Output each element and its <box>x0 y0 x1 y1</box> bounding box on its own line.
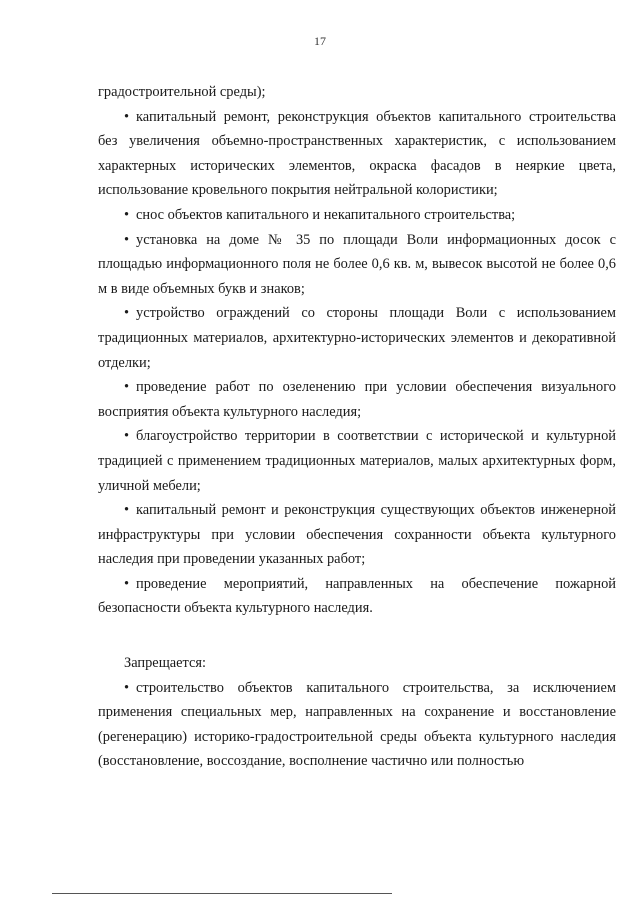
bullet-icon: • <box>124 428 130 445</box>
list-item-text: проведение мероприятий, направленных на обеспечение пожарной безопасности объекта культурного наследия. <box>98 575 616 617</box>
bullet-icon: • <box>124 379 130 396</box>
bullet-icon: • <box>124 108 130 125</box>
page-number: 17 <box>314 34 326 48</box>
list-item-text: благоустройство территории в соответствии с исторической и культурной традицией с применением традиционных материалов, малых архитектурных форм, уличной мебели; <box>98 428 616 494</box>
bullet-icon: • <box>124 305 130 322</box>
bullet-icon: • <box>124 231 130 248</box>
allowed-list <box>98 105 616 621</box>
list-item-text: капитальный ремонт и реконструкция существующих объектов инженерной инфраструктуры при условии обеспечения сохранности объекта культурного наследия при проведении указанных работ; <box>98 502 616 568</box>
list-item-text: проведение работ по озеленению при условии обеспечения визуального восприятия объекта культурного наследия; <box>98 379 616 420</box>
list-item <box>98 498 616 572</box>
list-item <box>98 572 616 621</box>
list-item <box>98 676 616 774</box>
list-item-text: строительство объектов капитального строительства, за исключением применения специальных мер, направленных на сохранение и восстановление (регенерацию) историко-градостроительной среды объекта культурного наследия (восстановление, воссоздание, восполнение частично или полностью <box>98 679 616 770</box>
list-item <box>98 301 616 375</box>
list-item <box>98 228 616 302</box>
prohibited-list <box>98 676 616 774</box>
list-item <box>98 105 616 203</box>
list-item <box>98 203 616 228</box>
page-body <box>98 80 616 774</box>
list-item-text: капитальный ремонт, реконструкция объектов капитального строительства без увеличения объемно-пространственных характеристик, с использованием характерных исторических элементов, окраска фасадов в неяркие цвета, использование кровельного покрытия нейтральной колористики; <box>98 108 616 199</box>
prohibited-heading: Запрещается: <box>124 655 207 672</box>
section-spacer <box>98 621 616 651</box>
list-item <box>98 375 616 424</box>
list-item-text: снос объектов капитального и некапитального строительства; <box>136 206 516 223</box>
list-item-text: установка на доме № 35 по площади Воли информационных досок с площадью информационного поля не более 0,6 кв. м, вывесок высотой не более 0,6 м в виде объемных букв и знаков; <box>98 231 616 297</box>
bullet-icon: • <box>124 679 130 696</box>
bullet-icon: • <box>124 502 130 519</box>
bullet-icon: • <box>124 206 130 223</box>
intro-line: градостроительной среды); <box>98 84 266 100</box>
list-item-text: устройство ограждений со стороны площади Воли с использованием традиционных материалов, архитектурно-исторических элементов и декоративной отделки; <box>98 305 616 371</box>
bullet-icon: • <box>124 575 130 592</box>
list-item <box>98 424 616 498</box>
footer-divider <box>52 893 392 894</box>
